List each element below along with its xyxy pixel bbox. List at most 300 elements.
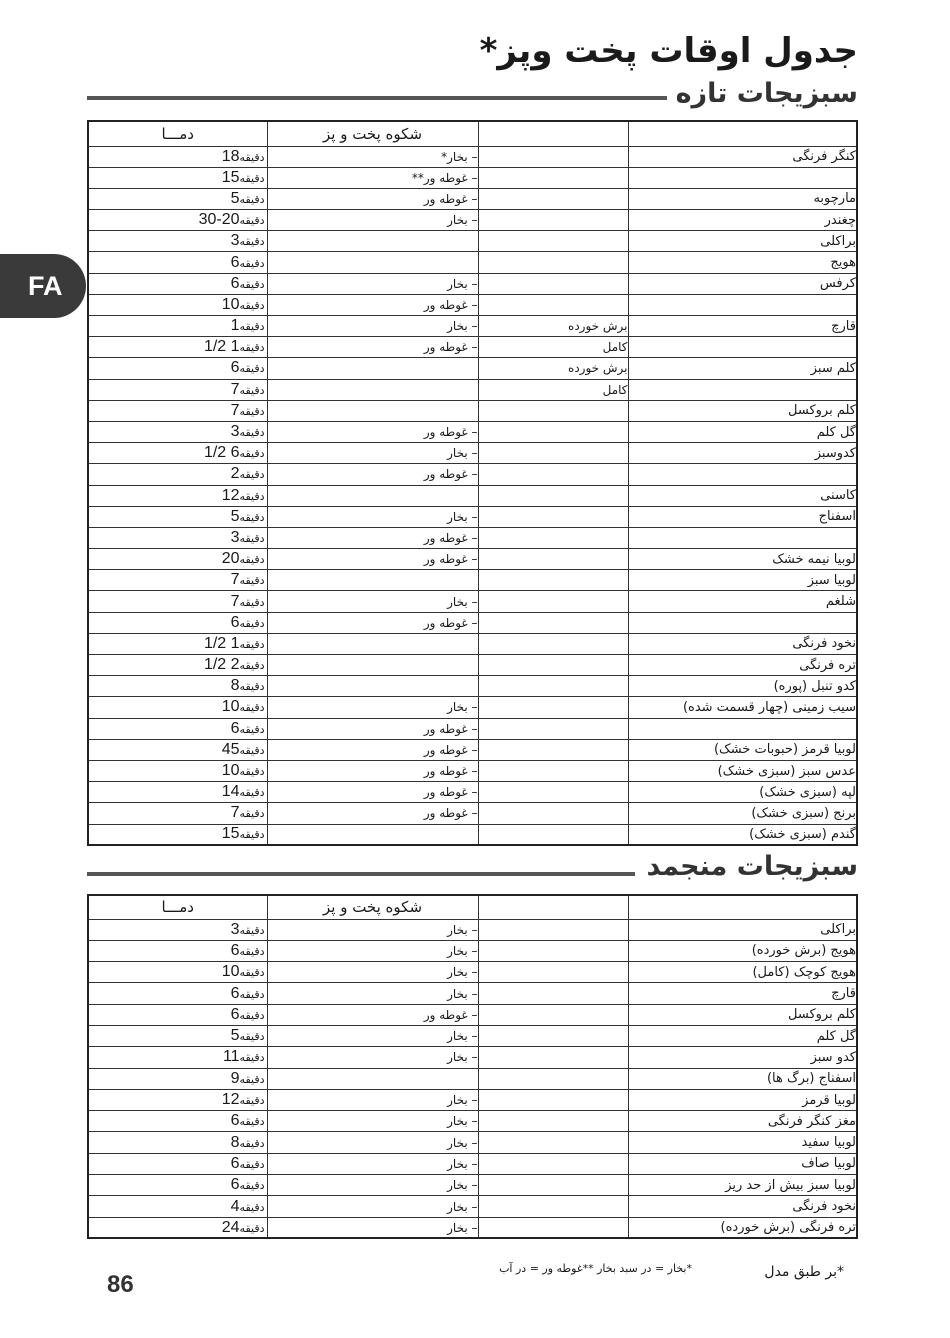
table-row (88, 1089, 857, 1110)
vegetable-cell: کدو سبز (628, 1047, 857, 1068)
minute-unit: دقیقه (239, 1030, 265, 1044)
time-value: 20 (221, 550, 240, 568)
cut-cell (478, 400, 628, 421)
table-row (88, 146, 857, 167)
time-value: 3 (230, 423, 240, 441)
minute-unit: دقیقه (239, 1008, 265, 1022)
time-cell (88, 760, 267, 781)
table-row (88, 358, 857, 379)
method-cell (267, 231, 478, 252)
method-cell: – غوطه ور (267, 337, 478, 358)
time-value: 6 (230, 274, 240, 292)
minute-unit: دقیقه (239, 341, 265, 355)
vegetable-cell: کلم بروکسل (628, 1004, 857, 1025)
cut-cell (478, 1025, 628, 1046)
method-cell (267, 824, 478, 845)
table-row (88, 570, 857, 591)
method-cell (267, 633, 478, 654)
time-value: 3 (230, 920, 240, 938)
time-cell (88, 962, 267, 983)
method-cell: – غوطه ور (267, 782, 478, 803)
method-cell: – غوطه ور (267, 294, 478, 315)
minute-unit: دقیقه (239, 192, 265, 206)
vegetable-cell: اسفناج (برگ ها) (628, 1068, 857, 1089)
method-cell: – بخار (267, 210, 478, 231)
time-cell (88, 570, 267, 591)
method-cell: – بخار (267, 1111, 478, 1132)
table-row (88, 718, 857, 739)
time-cell (88, 400, 267, 421)
minute-unit: دقیقه (239, 510, 265, 524)
table-row (88, 1175, 857, 1196)
table-row (88, 782, 857, 803)
vegetable-cell: چغندر (628, 210, 857, 231)
time-value: 24 (221, 1218, 240, 1236)
time-cell (88, 1175, 267, 1196)
cut-cell (478, 421, 628, 442)
cut-cell (478, 506, 628, 527)
frozen-vegetables-table (87, 894, 858, 1239)
vegetable-cell: لوبیا قرمز (حبوبات خشک) (628, 739, 857, 760)
time-cell (88, 633, 267, 654)
cut-cell (478, 1132, 628, 1153)
minute-unit: دقیقه (239, 987, 265, 1001)
time-value: 7 (230, 804, 240, 822)
method-cell: – بخار (267, 983, 478, 1004)
cut-cell (478, 294, 628, 315)
method-cell (267, 485, 478, 506)
time-value: 9 (230, 1069, 240, 1087)
cut-cell (478, 739, 628, 760)
minute-unit: دقیقه (239, 1200, 265, 1214)
time-cell (88, 1068, 267, 1089)
minute-unit: دقیقه (239, 383, 265, 397)
table-row (88, 760, 857, 781)
method-cell: – غوطه ور (267, 464, 478, 485)
vegetable-cell: مارچوبه (628, 188, 857, 209)
vegetable-cell: لوبیا نیمه خشک (628, 549, 857, 570)
table-row (88, 739, 857, 760)
table-row (88, 421, 857, 442)
time-value: 6 (230, 1112, 240, 1130)
minute-unit: دقیقه (239, 447, 265, 461)
cut-cell (478, 919, 628, 940)
method-cell (267, 400, 478, 421)
time-value: 20-30 (198, 211, 240, 229)
time-value: 1 1/2 (203, 634, 240, 652)
time-value: 10 (221, 698, 240, 716)
table-row (88, 962, 857, 983)
minute-unit: دقیقه (239, 743, 265, 757)
vegetable-cell (628, 527, 857, 548)
header-method: شکوه پخت و پز (267, 121, 478, 146)
time-value: 45 (221, 740, 240, 758)
vegetable-cell: براکلی (628, 919, 857, 940)
table-row (88, 379, 857, 400)
vegetable-cell: لوبیا سفید (628, 1132, 857, 1153)
minute-unit: دقیقه (239, 1051, 265, 1065)
time-value: 1 1/2 (203, 338, 240, 356)
vegetable-cell: کنگر فرنگی (628, 146, 857, 167)
cut-cell (478, 1068, 628, 1089)
time-cell (88, 146, 267, 167)
method-cell: – بخار (267, 1175, 478, 1196)
fresh-vegetables-heading: سبزیجات تازه (675, 78, 858, 109)
minute-unit: دقیقه (239, 1157, 265, 1171)
table-row (88, 1025, 857, 1046)
minute-unit: دقیقه (239, 298, 265, 312)
fresh-heading-rule (87, 96, 667, 100)
cut-cell (478, 1196, 628, 1217)
fresh-vegetables-table (87, 120, 858, 846)
cut-cell (478, 655, 628, 676)
method-cell: – بخار (267, 697, 478, 718)
vegetable-cell: تره فرنگی (628, 655, 857, 676)
method-cell: – بخار (267, 1025, 478, 1046)
header-vegetable (628, 895, 857, 919)
table-row (88, 697, 857, 718)
time-cell (88, 358, 267, 379)
method-cell: – غوطه ور (267, 803, 478, 824)
vegetable-cell: برنج (سبزی خشک) (628, 803, 857, 824)
time-value: 3 (230, 528, 240, 546)
cut-cell (478, 633, 628, 654)
cut-cell (478, 1175, 628, 1196)
vegetable-cell: لوبیا قرمز (628, 1089, 857, 1110)
table-row (88, 252, 857, 273)
time-cell (88, 231, 267, 252)
model-footnote: *بر طبق مدل (764, 1264, 844, 1280)
vegetable-cell: کرفس (628, 273, 857, 294)
method-cell: – بخار (267, 919, 478, 940)
minute-unit: دقیقه (239, 637, 265, 651)
minute-unit: دقیقه (239, 150, 265, 164)
cut-cell (478, 1111, 628, 1132)
minute-unit: دقیقه (239, 214, 265, 228)
method-cell: – بخار (267, 1132, 478, 1153)
vegetable-cell: کدو تنبل (پوره) (628, 676, 857, 697)
time-cell (88, 782, 267, 803)
minute-unit: دقیقه (239, 616, 265, 630)
table-row (88, 1111, 857, 1132)
table-row (88, 940, 857, 961)
table-row (88, 273, 857, 294)
time-value: 5 (230, 1027, 240, 1045)
time-cell (88, 506, 267, 527)
vegetable-cell: نخود فرنگی (628, 633, 857, 654)
minute-unit: دقیقه (239, 1115, 265, 1129)
cut-cell (478, 760, 628, 781)
time-cell (88, 549, 267, 570)
method-cell: – بخار (267, 1089, 478, 1110)
header-method: شکوه پخت و پز (267, 895, 478, 919)
minute-unit: دقیقه (239, 1179, 265, 1193)
minute-unit: دقیقه (239, 362, 265, 376)
vegetable-cell: کلم سبز (628, 358, 857, 379)
language-tab (0, 254, 86, 318)
minute-unit: دقیقه (239, 1221, 265, 1235)
cut-cell (478, 188, 628, 209)
method-cell: – بخار (267, 316, 478, 337)
method-cell (267, 379, 478, 400)
cut-cell: برش خورده (478, 358, 628, 379)
cut-cell (478, 718, 628, 739)
method-cell (267, 358, 478, 379)
minute-unit: دقیقه (239, 680, 265, 694)
method-cell: – بخار (267, 1217, 478, 1238)
cut-cell (478, 273, 628, 294)
minute-unit: دقیقه (239, 468, 265, 482)
minute-unit: دقیقه (239, 786, 265, 800)
method-cell: – غوطه ور (267, 188, 478, 209)
vegetable-cell (628, 294, 857, 315)
frozen-vegetables-heading: سبزیجات منجمد (646, 851, 858, 882)
header-cut (478, 121, 628, 146)
time-cell (88, 167, 267, 188)
time-value: 12 (221, 486, 240, 504)
method-cell: – بخار (267, 273, 478, 294)
method-cell: – بخار (267, 1047, 478, 1068)
table-row (88, 1047, 857, 1068)
table-row (88, 655, 857, 676)
minute-unit: دقیقه (239, 404, 265, 418)
time-value: 6 (230, 253, 240, 271)
method-cell (267, 676, 478, 697)
cut-cell (478, 443, 628, 464)
time-cell (88, 210, 267, 231)
time-value: 1 (230, 317, 240, 335)
minute-unit: دقیقه (239, 531, 265, 545)
table-row (88, 919, 857, 940)
time-value: 6 (230, 984, 240, 1002)
vegetable-cell: گل کلم (628, 421, 857, 442)
vegetable-cell: براکلی (628, 231, 857, 252)
time-value: 15 (221, 168, 240, 186)
cut-cell (478, 824, 628, 845)
time-cell (88, 655, 267, 676)
vegetable-cell: سیب زمینی (چهار قسمت شده) (628, 697, 857, 718)
vegetable-cell (628, 612, 857, 633)
vegetable-cell: قارچ (628, 983, 857, 1004)
table-row (88, 443, 857, 464)
minute-unit: دقیقه (239, 277, 265, 291)
method-cell: – بخار (267, 1153, 478, 1174)
time-value: 6 (230, 613, 240, 631)
cut-cell: برش خورده (478, 316, 628, 337)
vegetable-cell: لوبیا سبز (628, 570, 857, 591)
table-row (88, 983, 857, 1004)
minute-unit: دقیقه (239, 944, 265, 958)
table-row (88, 485, 857, 506)
cut-cell (478, 1047, 628, 1068)
table-row (88, 676, 857, 697)
time-value: 7 (230, 592, 240, 610)
table-row (88, 1217, 857, 1238)
frozen-heading-rule (87, 872, 635, 876)
cut-cell (478, 485, 628, 506)
page-title: جدول اوقات پخت وپز* (479, 31, 858, 71)
minute-unit: دقیقه (239, 553, 265, 567)
page-number: 86 (107, 1271, 134, 1298)
time-cell (88, 1217, 267, 1238)
cut-cell (478, 1153, 628, 1174)
vegetable-cell: هویج (برش خورده) (628, 940, 857, 961)
time-cell (88, 803, 267, 824)
vegetable-cell (628, 464, 857, 485)
vegetable-cell: لپه (سبزی خشک) (628, 782, 857, 803)
minute-unit: دقیقه (239, 320, 265, 334)
minute-unit: دقیقه (239, 659, 265, 673)
table-row (88, 167, 857, 188)
time-value: 2 1/2 (203, 656, 240, 674)
cut-cell (478, 940, 628, 961)
time-value: 10 (221, 963, 240, 981)
method-cell: – غوطه ور (267, 527, 478, 548)
time-cell (88, 316, 267, 337)
time-value: 12 (221, 1091, 240, 1109)
time-value: 6 (230, 941, 240, 959)
vegetable-cell: اسفناج (628, 506, 857, 527)
time-value: 7 (230, 380, 240, 398)
time-value: 3 (230, 232, 240, 250)
header-cut (478, 895, 628, 919)
method-cell: – غوطه ور (267, 718, 478, 739)
vegetable-cell (628, 337, 857, 358)
time-cell (88, 421, 267, 442)
cut-cell (478, 464, 628, 485)
time-cell (88, 188, 267, 209)
time-value: 6 (230, 1154, 240, 1172)
time-cell (88, 697, 267, 718)
cut-cell (478, 983, 628, 1004)
table-row (88, 612, 857, 633)
time-value: 7 (230, 571, 240, 589)
method-legend: *بخار = در سبد بخار **غوطه ور = در آب (499, 1262, 692, 1275)
vegetable-cell: لوبیا صاف (628, 1153, 857, 1174)
cut-cell (478, 1089, 628, 1110)
table-header-row (88, 121, 857, 146)
cut-cell (478, 146, 628, 167)
minute-unit: دقیقه (239, 923, 265, 937)
time-cell (88, 1153, 267, 1174)
time-value: 10 (221, 762, 240, 780)
cut-cell (478, 697, 628, 718)
time-cell (88, 294, 267, 315)
method-cell: – غوطه ور (267, 549, 478, 570)
vegetable-cell: لوبیا سبز بیش از حد ریز (628, 1175, 857, 1196)
table-row (88, 633, 857, 654)
table-row (88, 337, 857, 358)
time-value: 6 (230, 1176, 240, 1194)
time-value: 7 (230, 401, 240, 419)
vegetable-cell: شلغم (628, 591, 857, 612)
time-value: 10 (221, 295, 240, 313)
vegetable-cell: هویج کوچک (کامل) (628, 962, 857, 983)
time-cell (88, 1025, 267, 1046)
minute-unit: دقیقه (239, 489, 265, 503)
table-row (88, 294, 857, 315)
time-cell (88, 443, 267, 464)
time-cell (88, 591, 267, 612)
cut-cell (478, 1004, 628, 1025)
method-cell: – غوطه ور (267, 760, 478, 781)
cut-cell (478, 570, 628, 591)
vegetable-cell: قارچ (628, 316, 857, 337)
time-cell (88, 824, 267, 845)
cut-cell (478, 252, 628, 273)
vegetable-cell: مغز کنگر فرنگی (628, 1111, 857, 1132)
vegetable-cell: گل کلم (628, 1025, 857, 1046)
time-cell (88, 612, 267, 633)
minute-unit: دقیقه (239, 1136, 265, 1150)
table-row (88, 1132, 857, 1153)
time-value: 5 (230, 189, 240, 207)
method-cell: – بخار (267, 443, 478, 464)
time-value: 6 (230, 719, 240, 737)
table-row (88, 464, 857, 485)
cut-cell (478, 591, 628, 612)
method-cell: – غوطه ور (267, 1004, 478, 1025)
table-row (88, 210, 857, 231)
vegetable-cell: کدوسبز (628, 443, 857, 464)
cut-cell (478, 1217, 628, 1238)
minute-unit: دقیقه (239, 1094, 265, 1108)
cut-cell (478, 612, 628, 633)
time-value: 15 (221, 825, 240, 843)
minute-unit: دقیقه (239, 171, 265, 185)
table-row (88, 591, 857, 612)
time-value: 5 (230, 507, 240, 525)
cut-cell: کامل (478, 337, 628, 358)
table-row (88, 527, 857, 548)
time-cell (88, 983, 267, 1004)
time-cell (88, 464, 267, 485)
time-cell (88, 1196, 267, 1217)
vegetable-cell (628, 167, 857, 188)
method-cell: – غوطه ور (267, 739, 478, 760)
time-cell (88, 485, 267, 506)
time-cell (88, 676, 267, 697)
header-vegetable (628, 121, 857, 146)
vegetable-cell: عدس سبز (سبزی خشک) (628, 760, 857, 781)
minute-unit: دقیقه (239, 426, 265, 440)
cut-cell (478, 231, 628, 252)
cut-cell (478, 527, 628, 548)
time-cell (88, 337, 267, 358)
time-cell (88, 1004, 267, 1025)
time-cell (88, 718, 267, 739)
table-row (88, 316, 857, 337)
minute-unit: دقیقه (239, 1072, 265, 1086)
vegetable-cell (628, 379, 857, 400)
time-cell (88, 273, 267, 294)
method-cell: – بخار* (267, 146, 478, 167)
method-cell: – بخار (267, 591, 478, 612)
minute-unit: دقیقه (239, 235, 265, 249)
vegetable-cell (628, 718, 857, 739)
method-cell: – بخار (267, 1196, 478, 1217)
method-cell (267, 655, 478, 676)
table-row (88, 400, 857, 421)
table-row (88, 549, 857, 570)
vegetable-cell: نخود فرنگی (628, 1196, 857, 1217)
table-row (88, 231, 857, 252)
time-cell (88, 1047, 267, 1068)
cut-cell: کامل (478, 379, 628, 400)
minute-unit: دقیقه (239, 595, 265, 609)
method-cell: – بخار (267, 962, 478, 983)
cut-cell (478, 549, 628, 570)
